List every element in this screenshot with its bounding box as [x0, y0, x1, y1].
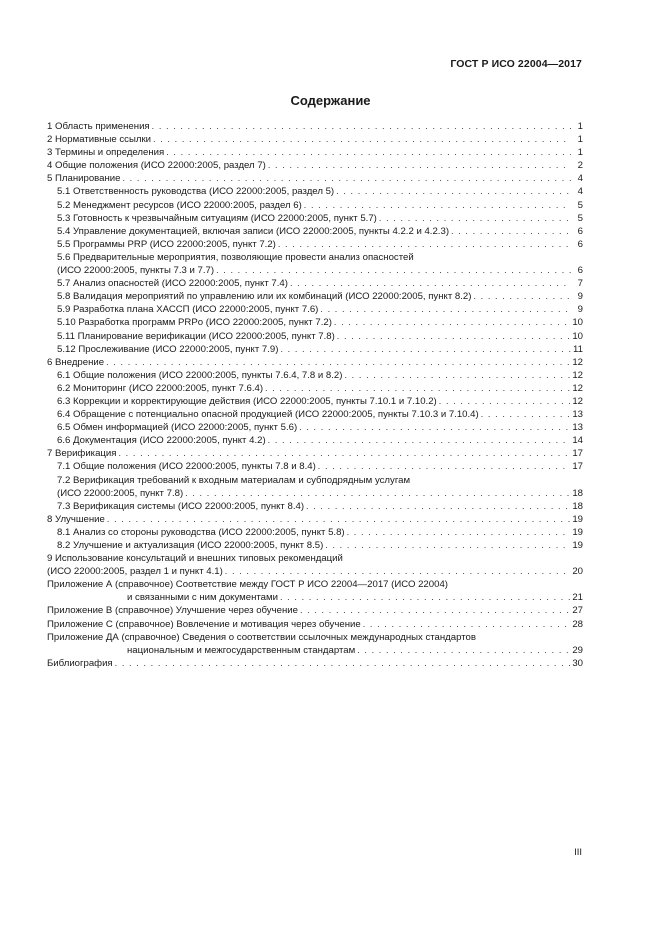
- toc-entry-page: 11: [573, 343, 583, 355]
- toc-entry: [47, 343, 583, 356]
- toc-leader-dots: [185, 487, 570, 500]
- toc-leader-dots: [379, 212, 571, 225]
- toc-entry-title: (ИСО 22000:2005, пункт 7.8): [57, 487, 184, 499]
- toc-entry-title: (ИСО 22000:2005, пункты 7.3 и 7.7): [57, 265, 215, 277]
- toc-entry-title: 5.10 Разработка программ PRPо (ИСО 22000:2005, пункт 7.2): [57, 317, 332, 329]
- toc-entry-title: 8.1 Анализ со стороны руководства (ИСО 22000:2005, пункт 5.8): [57, 526, 345, 538]
- toc-entry-page: 6: [577, 238, 583, 250]
- toc-entry-title: 5.11 Планирование верификации (ИСО 22000:2005, пункт 7.8): [57, 330, 335, 342]
- toc-entry-title: 5 Планирование: [47, 173, 121, 185]
- toc-entry-title: 5.1 Ответственность руководства (ИСО 22000:2005, раздел 5): [57, 186, 335, 198]
- toc-entry-title: 5.3 Готовность к чрезвычайным ситуациям (ИСО 22000:2005, пункт 5.7): [57, 212, 377, 224]
- toc-leader-dots: [347, 526, 571, 539]
- toc-entry: [47, 513, 583, 526]
- toc-entry-page: 13: [572, 422, 583, 434]
- toc-leader-dots: [325, 539, 570, 552]
- toc-entry-title: 6 Внедрение: [47, 356, 105, 368]
- toc-leader-dots: [363, 618, 571, 631]
- toc-entry-page: 21: [572, 592, 583, 604]
- toc-entry-title: 6.6 Документация (ИСО 22000:2005, пункт 4.2): [57, 435, 266, 447]
- toc-entry-title: 5.5 Программы PRP (ИСО 22000:2005, пункт 7.2): [57, 238, 276, 250]
- toc-entry-page: 5: [577, 199, 583, 211]
- toc-entry-page: 27: [572, 605, 583, 617]
- toc-entry-title: 9 Использование консультаций и внешних типовых рекомендаций: [47, 553, 343, 565]
- toc-entry-title: 7.3 Верификация системы (ИСО 22000:2005, пункт 8.4): [57, 500, 305, 512]
- toc-entry-page: 29: [572, 644, 583, 656]
- toc-entry-page: 18: [572, 500, 583, 512]
- toc-entry-title: 6.3 Коррекции и корректирующие действия (ИСО 22000:2005, пункты 7.10.1 и 7.10.2): [57, 395, 437, 407]
- toc-entry-title: 5.6 Предварительные мероприятия, позволяющие провести анализ опасностей: [57, 251, 414, 263]
- toc-entry-title: 6.4 Обращение с потенциально опасной продукцией (ИСО 22000:2005, пункты 7.10.3 и 7.10.4): [57, 409, 479, 421]
- toc-entry-title: национальным и межгосударственным стандартам: [127, 644, 356, 656]
- toc-entry-title: Библиография: [47, 657, 113, 669]
- toc-entry: [47, 644, 583, 657]
- toc-entry: [47, 172, 583, 185]
- toc-entry: [47, 657, 583, 670]
- toc-entry: [47, 474, 583, 487]
- toc-entry-title: 7.1 Общие положения (ИСО 22000:2005, пункты 7.8 и 8.4): [57, 461, 316, 473]
- toc-leader-dots: [336, 185, 571, 198]
- toc-entry: [47, 212, 583, 225]
- toc-entry: [47, 565, 583, 578]
- toc-entry-title: Приложение А (справочное) Соответствие между ГОСТ Р ИСО 22004—2017 (ИСО 22004): [47, 579, 448, 591]
- toc-leader-dots: [225, 565, 571, 578]
- toc-entry-title: 4 Общие положения (ИСО 22000:2005, раздел 7): [47, 160, 266, 172]
- toc-leader-dots: [115, 657, 571, 670]
- toc-leader-dots: [106, 356, 570, 369]
- table-of-contents: [47, 120, 583, 670]
- toc-leader-dots: [300, 604, 570, 617]
- toc-entry-page: 18: [572, 487, 583, 499]
- toc-entry: [47, 277, 583, 290]
- toc-entry-title: и связанными с ним документами: [127, 592, 278, 604]
- toc-entry-title: 6.2 Мониторинг (ИСО 22000:2005, пункт 7.6.4): [57, 382, 264, 394]
- toc-entry: [47, 408, 583, 421]
- toc-entry-title: 8 Улучшение: [47, 513, 105, 525]
- toc-leader-dots: [280, 343, 571, 356]
- toc-entry-page: 19: [572, 526, 583, 538]
- toc-entry-page: 9: [577, 291, 583, 303]
- toc-entry-title: 7 Верификация: [47, 448, 117, 460]
- toc-leader-dots: [357, 644, 570, 657]
- toc-entry-title: Приложение В (справочное) Улучшение через обучение: [47, 605, 298, 617]
- toc-entry: [47, 591, 583, 604]
- toc-entry: [47, 500, 583, 513]
- toc-entry-title: 5.8 Валидация мероприятий по управлению или их комбинаций (ИСО 22000:2005, пункт 8.2): [57, 291, 472, 303]
- toc-entry: [47, 225, 583, 238]
- toc-entry-title: Приложение С (справочное) Вовлечение и мотивация через обучение: [47, 618, 361, 630]
- toc-leader-dots: [280, 591, 570, 604]
- toc-leader-dots: [268, 434, 571, 447]
- toc-entry-page: 28: [572, 618, 583, 630]
- toc-leader-dots: [153, 133, 571, 146]
- toc-entry: [47, 552, 583, 565]
- toc-entry: [47, 120, 583, 133]
- toc-entry-title: 3 Термины и определения: [47, 147, 165, 159]
- toc-entry-title: 5.7 Анализ опасностей (ИСО 22000:2005, пункт 7.4): [57, 278, 288, 290]
- toc-leader-dots: [107, 513, 570, 526]
- toc-entry: [47, 238, 583, 251]
- toc-entry-page: 13: [572, 409, 583, 421]
- toc-entry: [47, 303, 583, 316]
- toc-entry-page: 12: [572, 395, 583, 407]
- toc-entry: [47, 369, 583, 382]
- toc-entry: [47, 316, 583, 329]
- toc-entry-page: 12: [572, 382, 583, 394]
- toc-entry: [47, 460, 583, 473]
- toc-entry: [47, 382, 583, 395]
- toc-entry: [47, 604, 583, 617]
- toc-leader-dots: [268, 159, 571, 172]
- toc-leader-dots: [122, 172, 571, 185]
- toc-entry: [47, 395, 583, 408]
- page-title: Содержание: [290, 93, 371, 108]
- toc-leader-dots: [306, 500, 570, 513]
- toc-leader-dots: [451, 225, 571, 238]
- toc-entry-page: 10: [572, 317, 583, 329]
- toc-leader-dots: [278, 238, 571, 251]
- toc-leader-dots: [481, 408, 571, 421]
- toc-entry-page: 4: [577, 173, 583, 185]
- toc-entry-title: 7.2 Верификация требований к входным материалам и субподрядным услугам: [57, 474, 411, 486]
- toc-entry: [47, 199, 583, 212]
- toc-entry: [47, 133, 583, 146]
- toc-leader-dots: [118, 447, 570, 460]
- toc-entry-page: 4: [577, 186, 583, 198]
- toc-entry-title: (ИСО 22000:2005, раздел 1 и пункт 4.1): [47, 566, 223, 578]
- toc-leader-dots: [337, 330, 571, 343]
- toc-entry-title: 5.2 Менеджмент ресурсов (ИСО 22000:2005, раздел 6): [57, 199, 302, 211]
- toc-entry: [47, 185, 583, 198]
- toc-entry-page: 6: [577, 265, 583, 277]
- toc-entry: [47, 487, 583, 500]
- toc-entry-page: 19: [572, 513, 583, 525]
- toc-leader-dots: [152, 120, 571, 133]
- document-header: ГОСТ Р ИСО 22004—2017: [450, 58, 582, 70]
- toc-entry-title: 8.2 Улучшение и актуализация (ИСО 22000:2005, пункт 8.5): [57, 540, 324, 551]
- toc-entry-title: 5.12 Прослеживание (ИСО 22000:2005, пункт 7.9): [57, 343, 279, 355]
- toc-leader-dots: [265, 382, 570, 395]
- toc-entry: [47, 434, 583, 447]
- toc-entry: [47, 526, 583, 539]
- toc-entry-page: 20: [572, 566, 583, 578]
- toc-leader-dots: [344, 369, 570, 382]
- toc-entry: [47, 578, 583, 591]
- toc-entry-title: 6.1 Общие положения (ИСО 22000:2005, пункты 7.6.4, 7.8 и 8.2): [57, 369, 343, 381]
- toc-entry-page: 19: [572, 540, 583, 551]
- toc-entry-title: 5.9 Разработка плана ХАССП (ИСО 22000:2005, пункт 7.6): [57, 304, 319, 316]
- toc-entry-page: 30: [572, 657, 583, 669]
- toc-entry-page: 17: [572, 461, 583, 473]
- toc-entry-page: 1: [577, 121, 583, 132]
- toc-entry: [47, 618, 583, 631]
- toc-entry-page: 12: [572, 356, 583, 368]
- toc-leader-dots: [320, 303, 571, 316]
- toc-leader-dots: [318, 460, 571, 473]
- toc-entry-page: 2: [577, 160, 583, 172]
- toc-leader-dots: [439, 395, 571, 408]
- toc-entry: [47, 447, 583, 460]
- toc-entry-page: 5: [577, 212, 583, 224]
- toc-entry-page: 14: [572, 435, 583, 447]
- toc-leader-dots: [299, 421, 570, 434]
- toc-entry-page: 7: [577, 278, 583, 290]
- toc-entry-page: 9: [577, 304, 583, 316]
- toc-entry-title: 6.5 Обмен информацией (ИСО 22000:2005, пункт 5.6): [57, 422, 298, 434]
- page-number: III: [574, 847, 582, 858]
- toc-entry-page: 1: [577, 147, 583, 159]
- toc-entry: [47, 251, 583, 264]
- toc-entry: [47, 146, 583, 159]
- toc-leader-dots: [334, 316, 570, 329]
- toc-entry-title: 1 Область применения: [47, 121, 150, 132]
- toc-leader-dots: [473, 290, 571, 303]
- toc-entry: [47, 290, 583, 303]
- toc-entry: [47, 330, 583, 343]
- toc-entry-page: 12: [572, 369, 583, 381]
- toc-leader-dots: [216, 264, 571, 277]
- toc-entry: [47, 356, 583, 369]
- toc-entry: [47, 421, 583, 434]
- toc-entry-title: Приложение ДА (справочное) Сведения о соответствии ссылочных международных стандартов: [47, 631, 476, 643]
- toc-entry: [47, 264, 583, 277]
- toc-entry: [47, 631, 583, 644]
- toc-entry-page: 17: [572, 448, 583, 460]
- toc-entry-page: 6: [577, 225, 583, 237]
- toc-entry-page: 1: [577, 134, 583, 146]
- toc-entry: [47, 159, 583, 172]
- toc-leader-dots: [290, 277, 571, 290]
- toc-entry: [47, 539, 583, 552]
- toc-entry-title: 2 Нормативные ссылки: [47, 134, 152, 146]
- toc-leader-dots: [304, 199, 571, 212]
- toc-leader-dots: [166, 146, 571, 159]
- toc-entry-title: 5.4 Управление документацией, включая записи (ИСО 22000:2005, пункты 4.2.2 и 4.2.3): [57, 225, 450, 237]
- toc-entry-page: 10: [572, 330, 583, 342]
